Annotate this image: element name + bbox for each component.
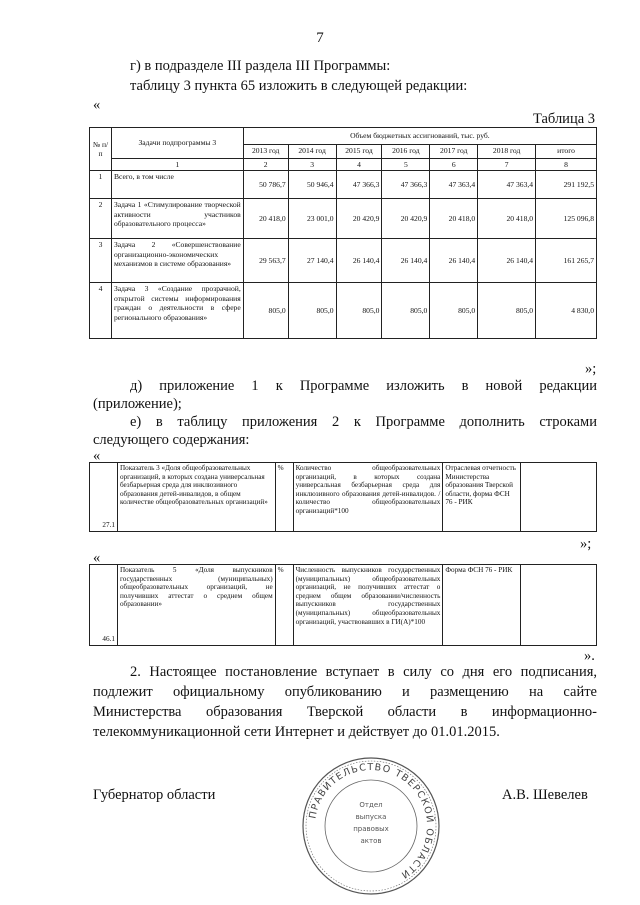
row-value: 20 420,9 — [336, 199, 382, 239]
item-e-line-1: е) в таблицу приложения 2 к Программе дополнить строками — [130, 414, 597, 430]
row-value: 26 140,4 — [382, 239, 430, 283]
open-quote-2: « — [93, 448, 101, 464]
add1-unit: % — [275, 463, 293, 532]
add2-unit: % — [275, 565, 293, 646]
add2-empty — [521, 565, 597, 646]
row-value: 125 096,8 — [536, 199, 597, 239]
item-d-line-1: д) приложение 1 к Программе изложить в новой редакции — [130, 378, 597, 394]
head-year-5: 2017 год — [430, 145, 478, 159]
item-e-line-2: следующего содержания: — [93, 432, 250, 448]
add1-source: Отраслевая отчетность Министерства образования Тверской области, форма ФСН 76 - РИК — [443, 463, 521, 532]
row-value: 47 363,4 — [430, 171, 478, 199]
col-num-3: 3 — [288, 159, 336, 171]
item-d-line-2: (приложение); — [93, 396, 182, 412]
row-num: 4 — [90, 283, 112, 339]
head-year-6: 2018 год — [478, 145, 536, 159]
final-line-4: телекоммуникационной сети Интернет и действует до 01.01.2015. — [93, 724, 500, 740]
row-value: 47 363,4 — [478, 171, 536, 199]
col-num-4: 4 — [336, 159, 382, 171]
table-row — [90, 199, 597, 239]
row-value: 47 366,3 — [336, 171, 382, 199]
add2-source: Форма ФСН 76 - РИК — [443, 565, 521, 646]
row-value: 26 140,4 — [430, 239, 478, 283]
row-num: 3 — [90, 239, 112, 283]
col-num-2: 2 — [243, 159, 288, 171]
row-value: 805,0 — [288, 283, 336, 339]
budget-table — [89, 127, 597, 339]
row-num: 2 — [90, 199, 112, 239]
col-num-1: 1 — [111, 159, 243, 171]
add1-num: 27.1 — [90, 463, 118, 532]
row-value: 20 418,0 — [478, 199, 536, 239]
row-value: 805,0 — [430, 283, 478, 339]
row-value: 161 265,7 — [536, 239, 597, 283]
row-task: Задача 1 «Стимулирование творческой активности участников образовательного процесса» — [111, 199, 243, 239]
head-volume: Объем бюджетных ассигнований, тыс. руб. — [243, 128, 596, 145]
add1-indicator: Показатель 3 «Доля общеобразовательных организаций, в которых создана универсальная безбарьерная среда для инклюзивного образования детей-инвалидов, в общем количестве общеобразовательных организаций» — [117, 463, 275, 532]
table-row — [90, 239, 597, 283]
col-num-7: 7 — [478, 159, 536, 171]
col-num-8: 8 — [536, 159, 597, 171]
close-quote-2: »; — [580, 536, 592, 552]
row-value: 47 366,3 — [382, 171, 430, 199]
row-value: 26 140,4 — [478, 239, 536, 283]
row-value: 4 830,0 — [536, 283, 597, 339]
close-quote-1: »; — [585, 361, 597, 377]
add1-empty — [521, 463, 597, 532]
close-quote-3: ». — [584, 648, 595, 664]
seal-outer-text: ПРАВИТЕЛЬСТВО ТВЕРСКОЙ ОБЛАСТИ — [307, 761, 436, 881]
signature-title: Губернатор области — [93, 787, 216, 803]
head-year-2: 2014 год — [288, 145, 336, 159]
head-num: № п/п — [90, 128, 112, 171]
row-value: 27 140,4 — [288, 239, 336, 283]
open-quote-3: « — [93, 550, 101, 566]
row-value: 50 786,7 — [243, 171, 288, 199]
row-task: Всего, в том числе — [111, 171, 243, 199]
row-value: 20 420,9 — [382, 199, 430, 239]
head-year-4: 2016 год — [382, 145, 430, 159]
seal-inner-3: правовых — [353, 825, 389, 833]
add2-formula: Численность выпускников государственных (муниципальных) общеобразовательных организаций, не получивших аттестат о среднем общем образовании/численность выпускников государственных (муниципальных) общеобразовательных организаций, участвовавших в ГИ(А)*100 — [293, 565, 443, 646]
row-value: 29 563,7 — [243, 239, 288, 283]
seal-inner-1: Отдел — [359, 801, 383, 809]
final-line-1: 2. Настоящее постановление вступает в силу со дня его подписания, — [130, 664, 597, 680]
intro-line-1: г) в подразделе III раздела III Программы: — [130, 58, 391, 74]
intro-line-2: таблицу 3 пункта 65 изложить в следующей редакции: — [130, 78, 468, 94]
row-value: 805,0 — [243, 283, 288, 339]
final-line-2: подлежит официальному опубликованию и размещению на сайте — [93, 684, 597, 700]
head-year-7: итого — [536, 145, 597, 159]
row-value: 291 192,5 — [536, 171, 597, 199]
row-num: 1 — [90, 171, 112, 199]
add1-formula: Количество общеобразовательных организаций, в которых создана универсальная безбарьерная среда для инклюзивного образования детей-инвалидов. /количество общеобразовательных организаций*100 — [293, 463, 443, 532]
signature-name: А.В. Шевелев — [502, 787, 588, 803]
row-value: 26 140,4 — [336, 239, 382, 283]
row-value: 805,0 — [336, 283, 382, 339]
row-value: 50 946,4 — [288, 171, 336, 199]
final-line-3: Министерства образования Тверской области в информационно- — [93, 704, 597, 720]
page-number: 7 — [316, 30, 324, 46]
head-year-3: 2015 год — [336, 145, 382, 159]
table-caption: Таблица 3 — [533, 111, 596, 127]
seal-inner-4: актов — [360, 837, 382, 845]
row-task: Задача 2 «Совершенствование организационно-экономических механизмов в системе образования» — [111, 239, 243, 283]
table-row — [90, 283, 597, 339]
row-value: 805,0 — [382, 283, 430, 339]
official-seal-icon — [300, 755, 442, 897]
row-value: 20 418,0 — [243, 199, 288, 239]
col-num-6: 6 — [430, 159, 478, 171]
col-num-5: 5 — [382, 159, 430, 171]
add-row-table-1 — [89, 462, 597, 532]
add2-num: 46.1 — [90, 565, 118, 646]
row-value: 20 418,0 — [430, 199, 478, 239]
seal-inner-2: выпуска — [355, 813, 387, 821]
open-quote-1: « — [93, 97, 101, 113]
row-task: Задача 3 «Создание прозрачной, открытой системы информирования граждан о деятельности в сфере регионального образования» — [111, 283, 243, 339]
row-value: 23 001,0 — [288, 199, 336, 239]
table-row — [90, 171, 597, 199]
row-value: 805,0 — [478, 283, 536, 339]
add2-indicator: Показатель 5 «Доля выпускников государственных (муниципальных) общеобразовательных организаций, не получивших аттестат о среднем общем образовании» — [117, 565, 275, 646]
add-row-table-2 — [89, 564, 597, 646]
head-task: Задачи подпрограммы 3 — [111, 128, 243, 159]
head-year-1: 2013 год — [243, 145, 288, 159]
